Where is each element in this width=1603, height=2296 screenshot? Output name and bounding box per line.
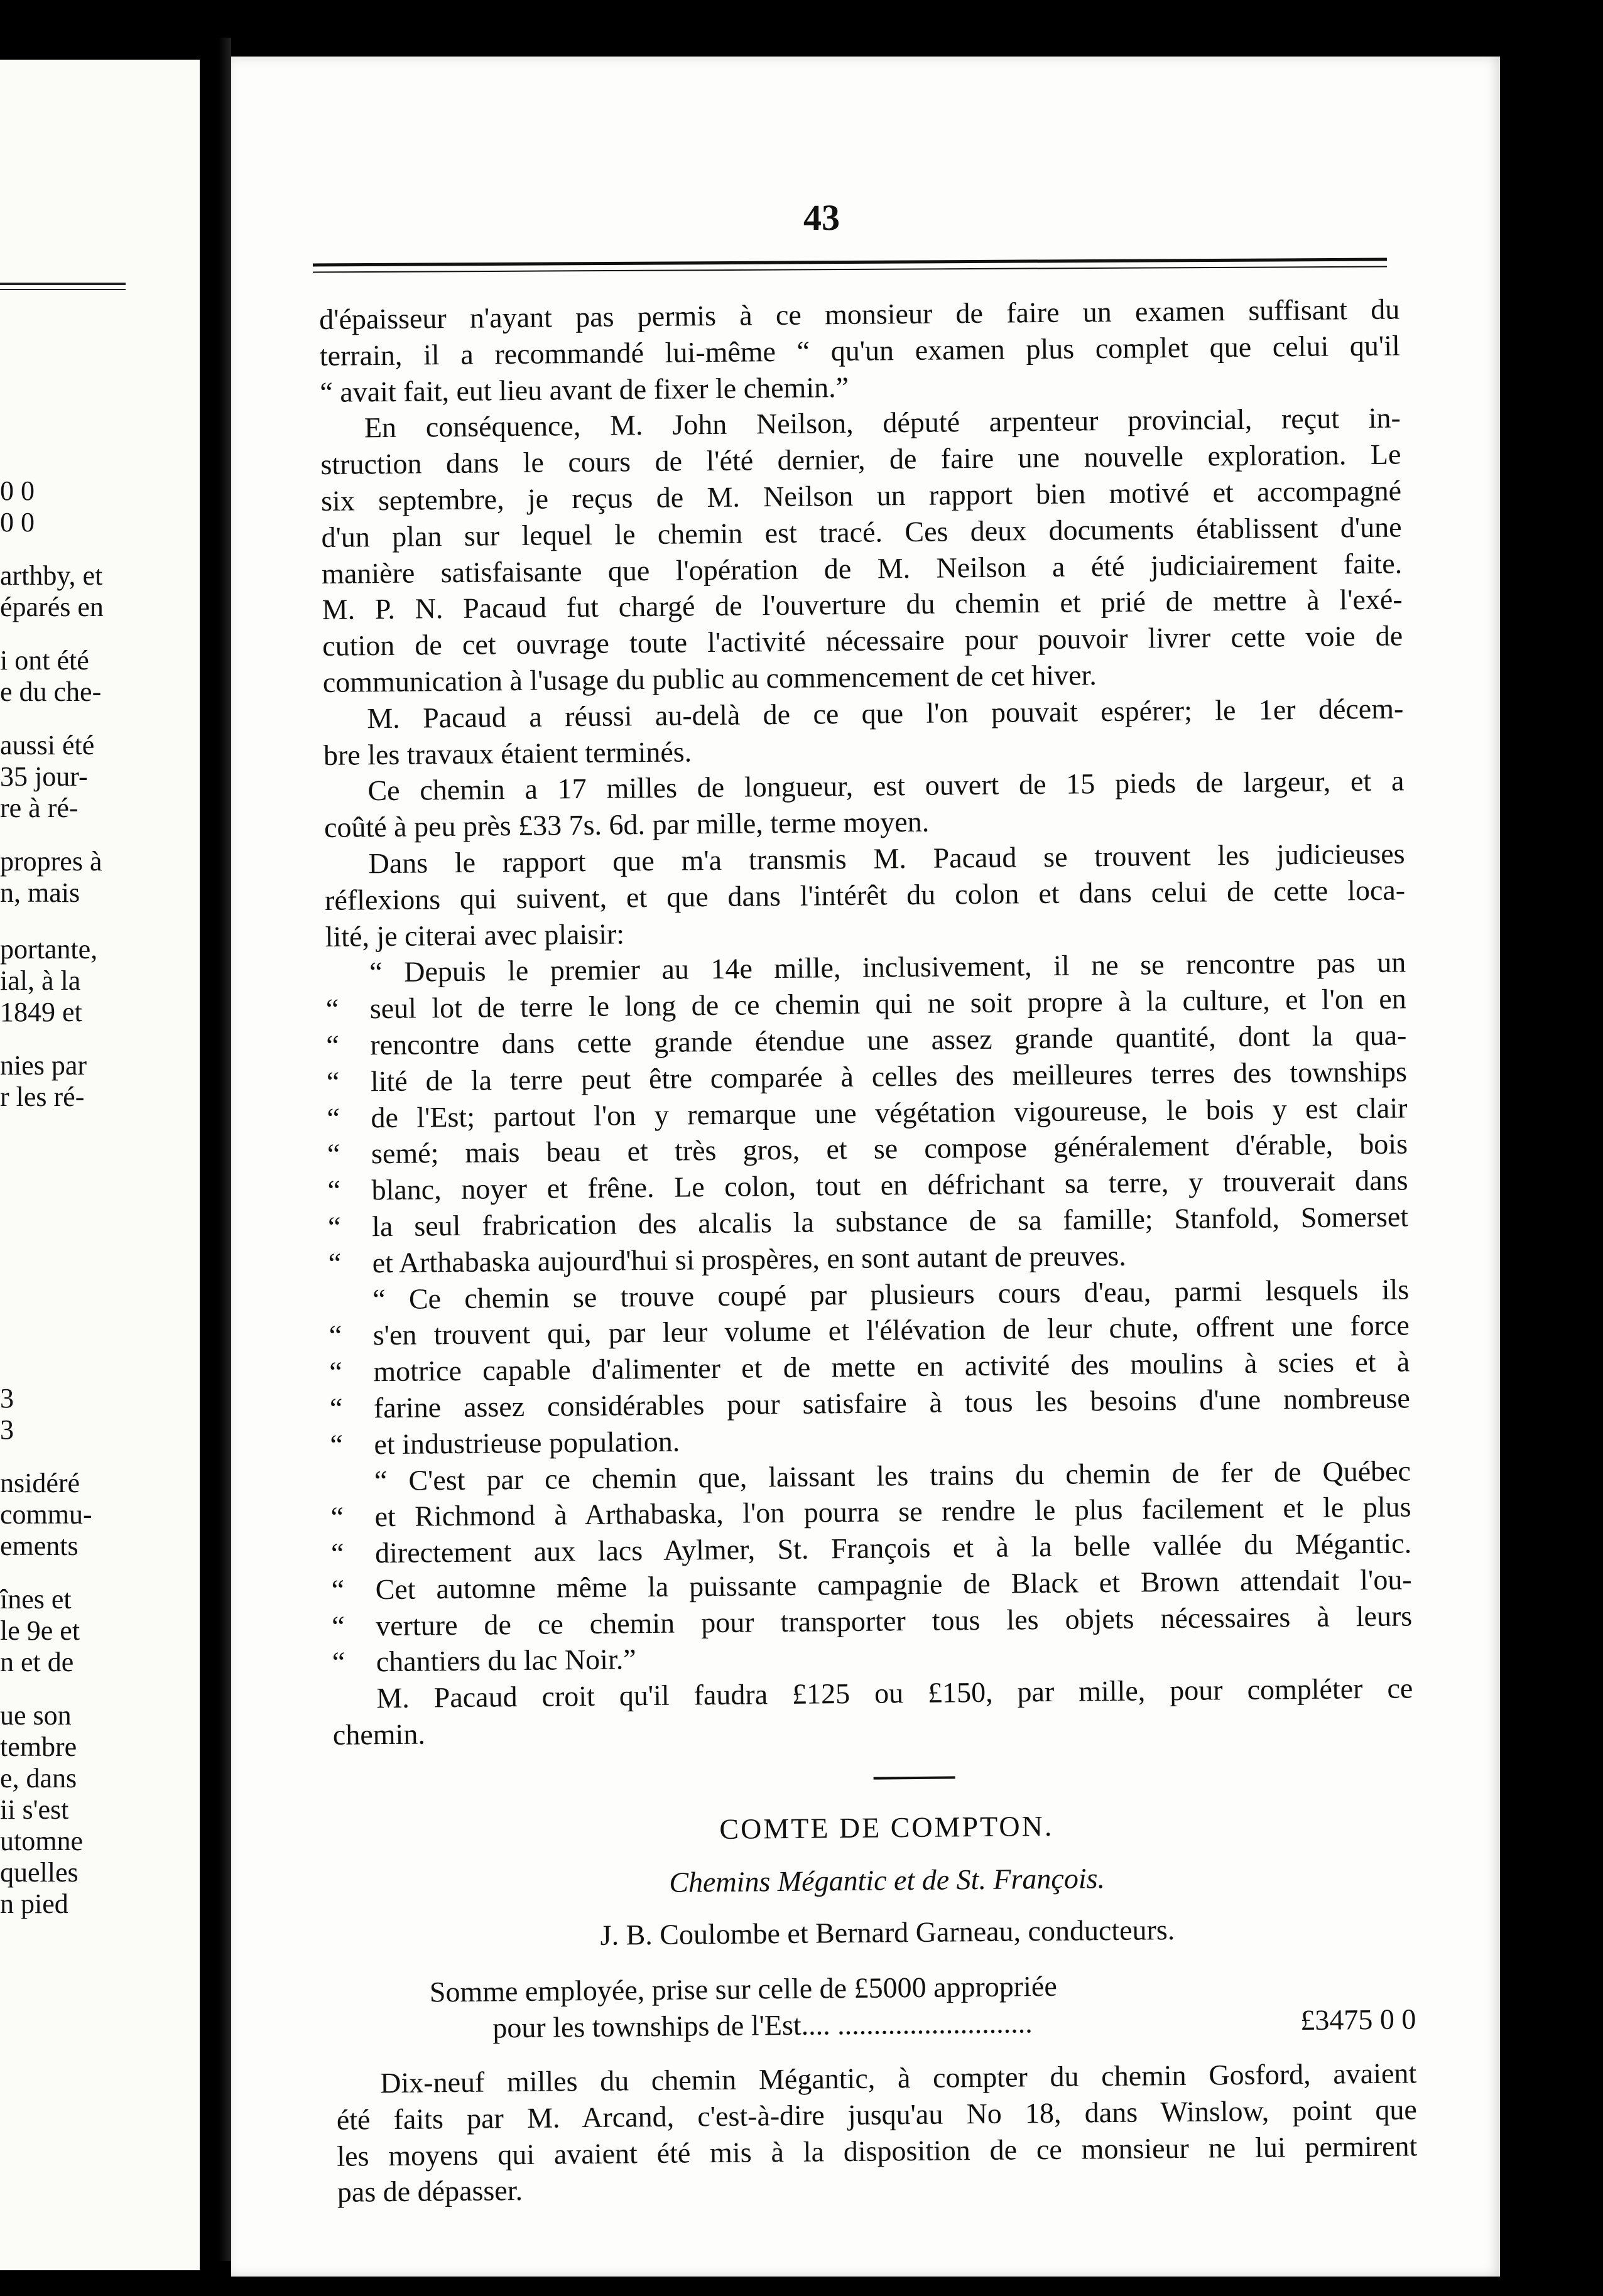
text-line: Dix-neuf milles du chemin Mégantic, à compter du chemin Gosford, avaient [379, 2057, 1417, 2099]
text-line: été faits par M. Arcand, c'est-à-dire jusqu'au No 18, dans Winslow, point que [336, 2093, 1417, 2136]
page-text [319, 291, 1418, 2211]
section-divider [874, 1776, 955, 1779]
text-line: d'épaisseur n'ayant pas permis à ce monsieur de faire un examen suffisant du [319, 293, 1400, 335]
text-line: terrain, il a recommandé lui-même “ qu'un examen plus complet que celui qu'il [319, 329, 1400, 372]
text-line: bre les travaux étaient terminés. [323, 735, 692, 771]
left-line: n et de [0, 1647, 74, 1677]
left-line: re à ré- [0, 793, 79, 823]
text-line: réflexions qui suivent, et que dans l'intérêt du colon et dans celui de cette loca- [324, 874, 1406, 916]
page-number: 43 [803, 197, 840, 238]
left-line: 3 [0, 1383, 14, 1414]
left-line: commu- [0, 1499, 92, 1530]
text-line: lité, je citerai avec plaisir: [325, 917, 625, 953]
quote-mark: “ [332, 1610, 345, 1642]
text-line: coûté à peu près £33 7s. 6d. par mille, terme moyen. [323, 805, 930, 844]
quoted-text: lité de la terre peut être comparée à celles des meilleures terres des townships [370, 1055, 1408, 1098]
header-rule [313, 258, 1387, 273]
quoted-text: et Richmond à Arthabaska, l'on pourra se rendre le plus facilement et le plus [374, 1490, 1411, 1533]
left-line: ue son [0, 1700, 72, 1731]
quote-mark: “ [327, 1210, 341, 1243]
left-line: n, mais [0, 877, 80, 908]
quote-mark: “ [328, 1247, 342, 1279]
left-line: 35 jour- [0, 761, 88, 792]
right-page [231, 57, 1500, 2277]
quoted-text: et Arthabaska aujourd'hui si prospères, en sont autant de preuves. [372, 1239, 1127, 1279]
left-line: quelles [0, 1857, 79, 1888]
left-line: utomne [0, 1826, 83, 1856]
quoted-text: directement aux lacs Aylmer, St. François et à la belle vallée du Mégantic. [374, 1527, 1412, 1569]
left-line: 0 0 [0, 507, 35, 538]
text-line: M. Pacaud a réussi au-delà de ce que l'on pouvait espérer; le 1er décem- [367, 692, 1404, 735]
left-line: aussi été [0, 730, 95, 761]
text-line: “ C'est par ce chemin que, laissant les trains du chemin de fer de Québec [374, 1454, 1411, 1497]
section-heading: COMTE DE COMPTON. [719, 1809, 1054, 1845]
left-line: éparés en [0, 592, 104, 622]
quote-mark: “ [329, 1319, 342, 1352]
quoted-text: blanc, noyer et frêne. Le colon, tout en défrichant sa terre, y trouverait dans [371, 1164, 1408, 1206]
left-line: propres à [0, 846, 102, 877]
section-subheading: Chemins Mégantic et de St. François. [669, 1861, 1106, 1898]
left-line: le 9e et [0, 1615, 80, 1646]
quoted-text: Cet automne même la puissante campagnie de Black et Brown attendait l'ou- [375, 1563, 1412, 1606]
left-line: arthby, et [0, 560, 103, 591]
quote-mark: “ [330, 1537, 344, 1570]
quoted-text: chantiers du lac Noir.” [376, 1643, 636, 1678]
left-line: ements [0, 1530, 79, 1561]
text-line: pas de dépasser. [337, 2174, 523, 2209]
left-line: portante, [0, 934, 98, 965]
text-line: communication à l'usage du public au commencement de cet hiver. [322, 659, 1097, 698]
quote-mark: “ [330, 1428, 344, 1461]
quote-mark: “ [327, 1138, 340, 1171]
quoted-text: seul lot de terre le long de ce chemin qui ne soit propre à la culture, et l'on en [369, 982, 1406, 1025]
text-line: chemin. [332, 1718, 426, 1751]
left-line: e, dans [0, 1763, 77, 1794]
left-line: i ont été [0, 645, 89, 676]
sum-line: pour les townships de l'Est.... ........................... [492, 2006, 1033, 2044]
left-line: 3 [0, 1414, 14, 1445]
text-line: Ce chemin a 17 milles de longueur, est ouvert de 15 pieds de largeur, et a [367, 764, 1405, 807]
left-line: nies par [0, 1050, 87, 1081]
left-line: nsidéré [0, 1468, 80, 1498]
text-line: Dans le rapport que m'a transmis M. Pacaud se trouvent les judicieuses [368, 837, 1405, 880]
sum-amount: £3475 0 0 [1300, 2003, 1416, 2037]
sum-line: Somme employée, prise sur celle de £5000 appropriée [429, 1970, 1057, 2008]
left-line: ii s'est [0, 1794, 69, 1825]
text-line: manière satisfaisante que l'opération de M. Neilson a été judiciairement faite. [321, 547, 1403, 590]
left-line: înes et [0, 1584, 72, 1615]
left-line: r les ré- [0, 1081, 85, 1112]
quoted-text: de l'Est; partout l'on y remarque une végétation vigoureuse, le bois y est clair [371, 1091, 1408, 1134]
left-line: tembre [0, 1731, 77, 1762]
quote-mark: “ [329, 1355, 343, 1389]
text-line: struction dans le cours de l'été dernier, de faire une nouvelle exploration. Le [320, 438, 1401, 481]
text-line: “ avait fait, eut lieu avant de fixer le chemin.” [320, 371, 849, 408]
quoted-text: et industrieuse population. [374, 1425, 680, 1460]
left-line: ial, à la [0, 965, 81, 996]
left-line: 1849 et [0, 997, 82, 1027]
quoted-text: verture de ce chemin pour transporter tous les objets nécessaires à leurs [375, 1600, 1413, 1642]
quoted-text: rencontre dans cette grande étendue une assez grande quantité, dont la qua- [370, 1019, 1407, 1061]
quote-mark: “ [331, 1573, 345, 1606]
text-line: cution de cet ouvrage toute l'activité nécessaire pour pouvoir livrer cette voie de [322, 619, 1403, 663]
left-line: e du che- [0, 676, 102, 707]
quote-mark: “ [330, 1501, 344, 1534]
text-line: M. Pacaud croit qu'il faudra £125 ou £150, par mille, pour compléter ce [376, 1672, 1413, 1714]
text-line: En conséquence, M. John Neilson, député arpenteur provincial, reçut in- [364, 401, 1401, 444]
quoted-text: la seul frabrication des alcalis la substance de sa famille; Stanfold, Somerset [371, 1200, 1409, 1243]
conductors-line: J. B. Coulombe et Bernard Garneau, conducteurs. [600, 1914, 1175, 1952]
text-line: six septembre, je reçus de M. Neilson un rapport bien motivé et accompagné [320, 474, 1402, 517]
left-page-fragment [0, 60, 200, 2270]
text-line: les moyens qui avaient été mis à la disposition de ce monsieur ne lui permirent [337, 2130, 1418, 2172]
left-page-rule [0, 283, 126, 290]
text-line: “ Depuis le premier au 14e mille, inclusivement, il ne se rencontre pas un [369, 946, 1406, 988]
quoted-text: semé; mais beau et très gros, et se compose généralement d'érable, bois [371, 1127, 1408, 1170]
quote-mark: “ [326, 1065, 340, 1098]
quoted-text: s'en trouvent qui, par leur volume et l'élévation de leur chute, offrent une force [372, 1309, 1410, 1351]
quote-mark: “ [327, 1174, 341, 1207]
quote-mark: “ [327, 1102, 340, 1134]
quote-mark: “ [329, 1392, 343, 1424]
text-line: d'un plan sur lequel le chemin est tracé. Ces deux documents établissent d'une [321, 511, 1402, 553]
quoted-text: motrice capable d'alimenter et de mette en activité des moulins à scies et à [373, 1345, 1410, 1388]
quoted-text: farine assez considérables pour satisfaire à tous les besoins d'une nombreuse [373, 1382, 1411, 1424]
quote-mark: “ [325, 992, 339, 1026]
book-spine-shadow [200, 38, 231, 2261]
left-line: 0 0 [0, 475, 35, 506]
quote-mark: “ [332, 1646, 345, 1679]
left-line: n pied [0, 1888, 68, 1919]
text-line: “ Ce chemin se trouve coupé par plusieurs cours d'eau, parmi lesquels ils [372, 1272, 1410, 1315]
text-line: M. P. N. Pacaud fut chargé de l'ouverture du chemin et prié de mettre à l'exé- [322, 583, 1403, 626]
quote-mark: “ [326, 1029, 340, 1061]
